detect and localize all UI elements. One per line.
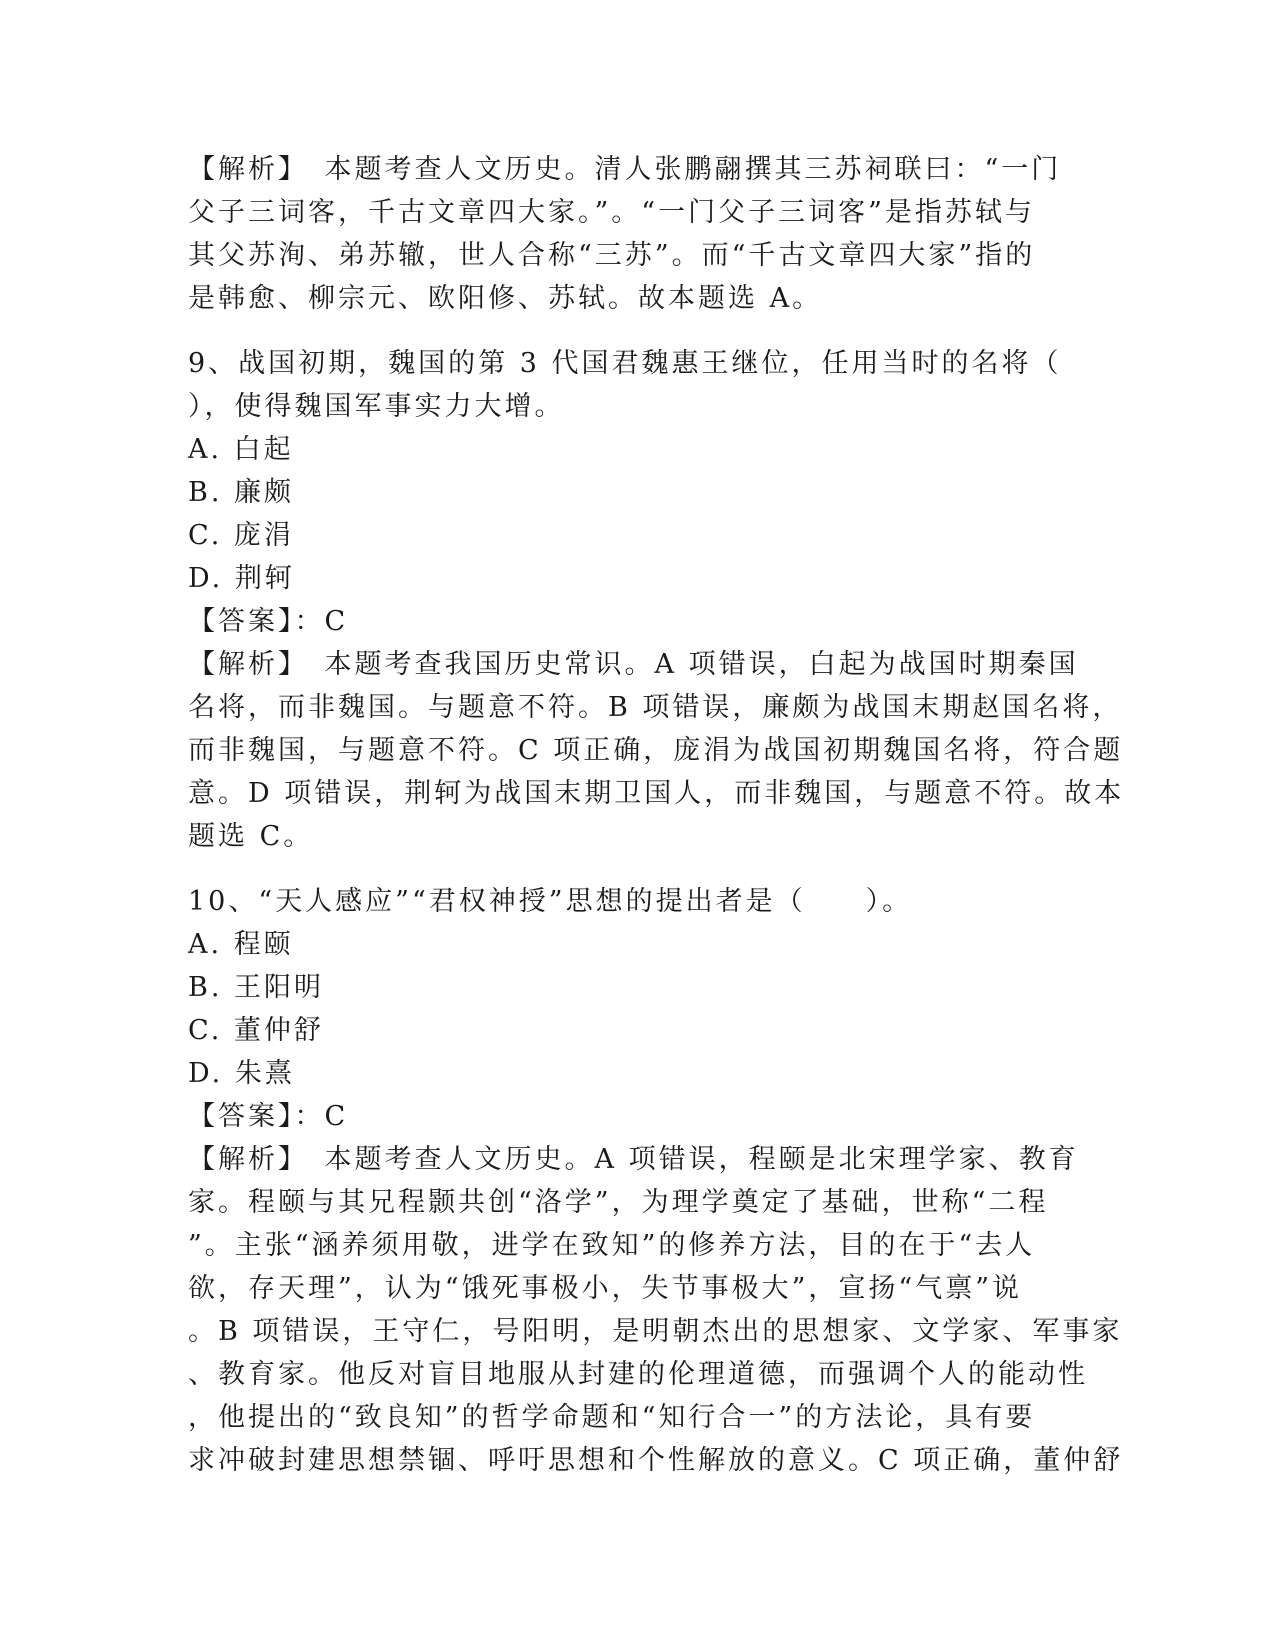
document-page [188,148,1125,1482]
option-c: C. 庞涓 [188,520,294,551]
option-d: D. 荆轲 [188,563,295,594]
analysis-block-q8 [188,148,1088,320]
analysis-line: 而非魏国，与题意不符。C 项正确，庞涓为战国初期魏国名将，符合题 [188,735,1124,766]
analysis-line: 求冲破封建思想禁锢、呼吁思想和个性解放的意义。C 项正确，董仲舒 [188,1445,1124,1476]
analysis-line: 家。程颐与其兄程颢共创“洛学”，为理学奠定了基础，世称“二程 [188,1187,1049,1218]
analysis-line: 是韩愈、柳宗元、欧阳修、苏轼。故本题选 A。 [188,283,823,314]
question-10 [188,880,1124,1482]
option-a: A. 程颐 [188,929,294,960]
analysis-line: ，他提出的“致良知”的哲学命题和“知行合一”的方法论，具有要 [188,1402,1036,1433]
analysis-line: 题选 C。 [188,821,314,852]
analysis-line: 、教育家。他反对盲目地服从封建的伦理道德，而强调个人的能动性 [188,1359,1088,1390]
analysis-line: ”。主张“涵养须用敬，进学在致知”的修养方法，目的在于“去人 [188,1230,1036,1261]
question-text: ），使得魏国军事实力大增。 [188,391,565,422]
answer-line: 【答案】：C [188,606,349,637]
analysis-line: 名将，而非魏国。与题意不符。B 项错误，廉颇为战国末期赵国名将， [188,692,1123,723]
answer-line: 【答案】：C [188,1101,349,1132]
analysis-line: 意。D 项错误，荆轲为战国末期卫国人，而非魏国，与题意不符。故本 [188,778,1125,809]
analysis-line: 【解析】 本题考查人文历史。A 项错误，程颐是北宋理学家、教育 [188,1144,1079,1175]
question-9 [188,342,1125,858]
question-text: 9、战国初期，魏国的第 3 代国君魏惠王继位，任用当时的名将（ [188,348,1062,379]
option-b: B. 廉颇 [188,477,295,508]
option-a: A. 白起 [188,434,294,465]
question-text: 10、“天人感应”“君权神授”思想的提出者是（ ）。 [188,886,913,917]
analysis-line: 。B 项错误，王守仁，号阳明，是明朝杰出的思想家、文学家、军事家 [188,1316,1123,1347]
analysis-line: 其父苏洵、弟苏辙，世人合称“三苏”。而“千古文章四大家”指的 [188,240,1036,271]
option-d: D. 朱熹 [188,1058,295,1089]
analysis-line: 【解析】 本题考查我国历史常识。A 项错误，白起为战国时期秦国 [188,649,1079,680]
analysis-line: 欲，存天理”，认为“饿死事极小，失节事极大”，宣扬“气禀”说 [188,1273,1023,1304]
analysis-line: 父子三词客，千古文章四大家。”。“一门父子三词客”是指苏轼与 [188,197,1035,228]
option-c: C. 董仲舒 [188,1015,324,1046]
analysis-line: 【解析】 本题考查人文历史。清人张鹏翮撰其三苏祠联曰：“一门 [188,154,1062,185]
option-b: B. 王阳明 [188,972,325,1003]
